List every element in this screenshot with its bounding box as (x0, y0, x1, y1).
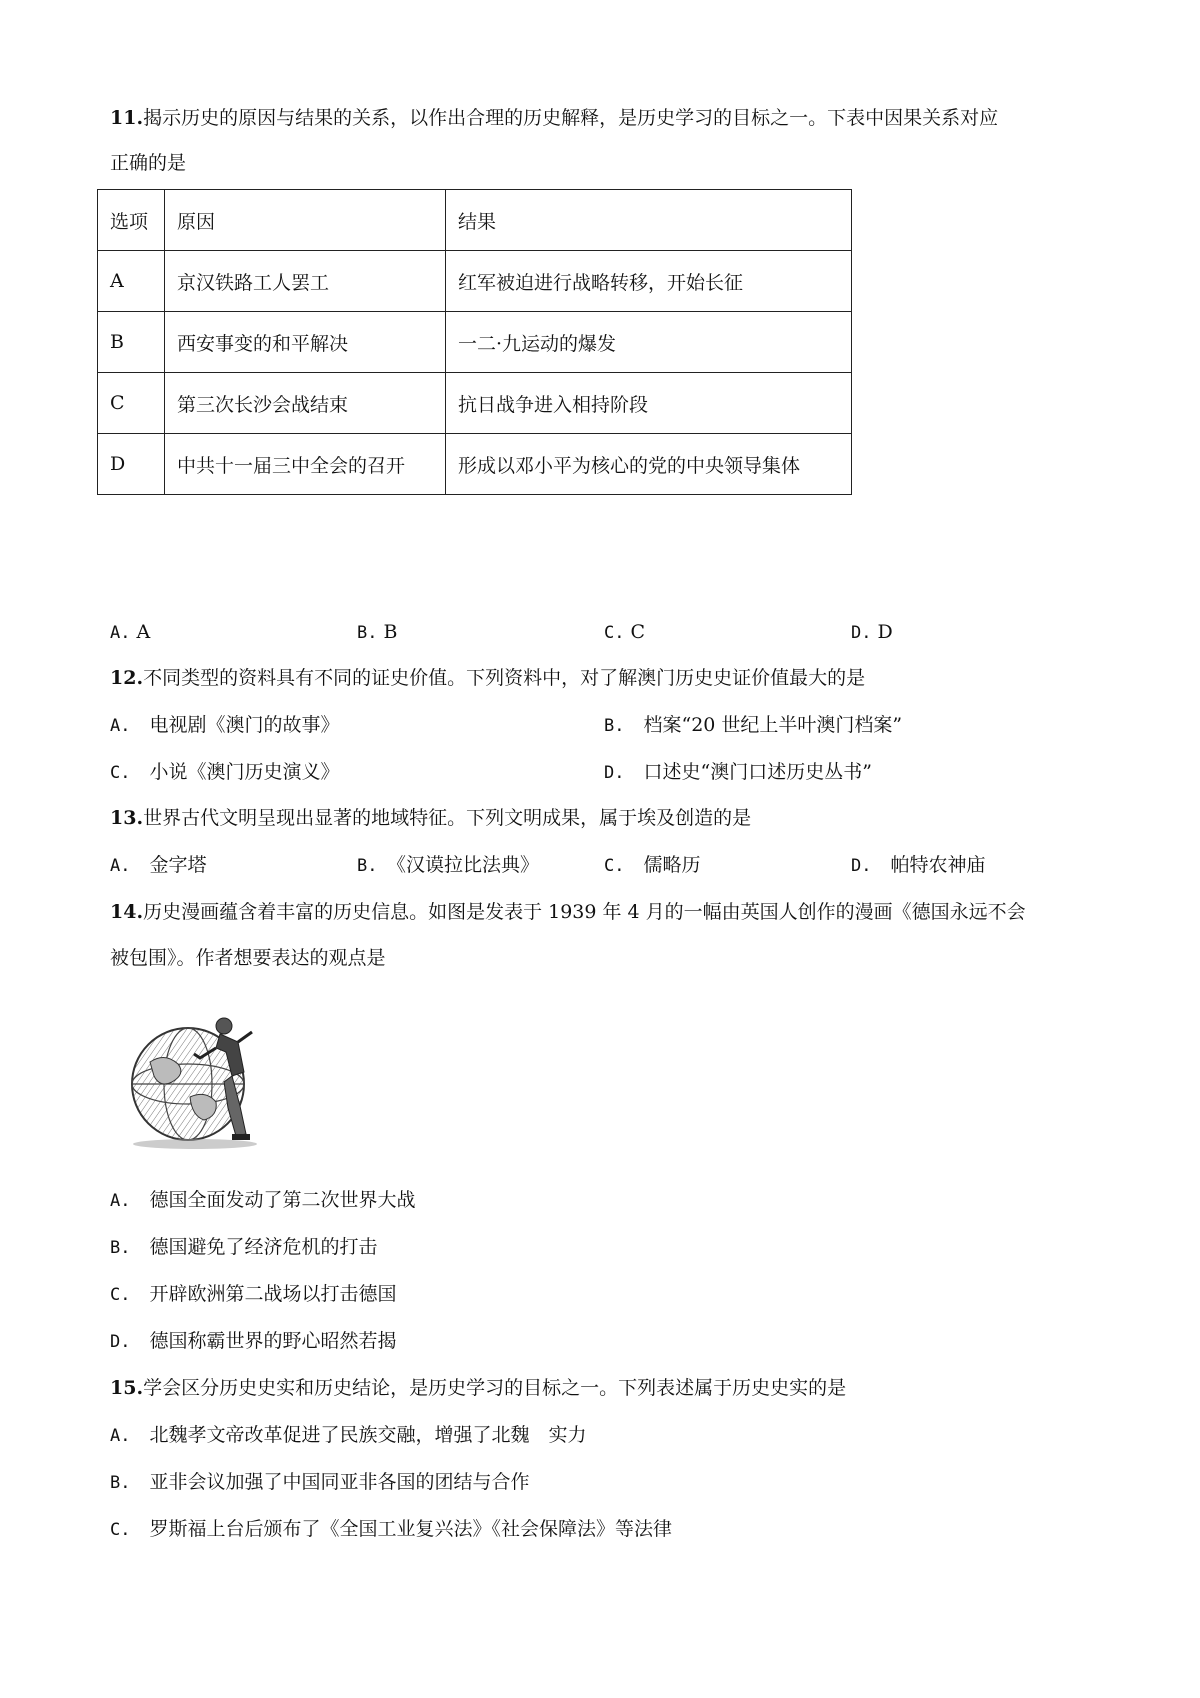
header-result: 结果 (446, 190, 852, 251)
option-text: 《汉谟拉比法典》 (396, 854, 540, 876)
q11-number: 11. (110, 107, 144, 129)
option-text: 德国避免了经济危机的打击 (149, 1236, 378, 1258)
q11-option-d[interactable] (851, 618, 893, 647)
option-letter: B. (357, 856, 378, 876)
option-letter: C. (110, 1285, 131, 1305)
q14-number: 14. (110, 901, 144, 923)
q12-stem (110, 664, 865, 692)
table-cell-cause: 京汉铁路工人罢工 (165, 251, 446, 312)
q14-stem-text: 历史漫画蕴含着丰富的历史信息。如图是发表于 1939 年 4 月的一幅由英国人创作的漫画《德国永远不会 (143, 901, 1026, 923)
option-letter: B. (110, 1238, 131, 1258)
table-row (98, 312, 852, 373)
option-text: 开辟欧洲第二战场以打击德国 (149, 1283, 397, 1305)
option-letter: B. (110, 1473, 131, 1493)
table-row (98, 434, 852, 495)
q11-stem-text: 揭示历史的原因与结果的关系，以作出合理的历史解释，是历史学习的目标之一。下表中因果关系对应 (143, 107, 999, 129)
q11-stem-line1 (110, 104, 998, 132)
option-text: 儒略历 (643, 854, 701, 876)
q13-number: 13. (110, 807, 144, 829)
table-cell-result: 一二·九运动的爆发 (446, 312, 852, 373)
option-letter: C. (604, 856, 625, 876)
table-cell-cause: 第三次长沙会战结束 (165, 373, 446, 434)
header-cause: 原因 (165, 190, 446, 251)
q14-option-d[interactable] (110, 1327, 397, 1356)
option-letter: C. (110, 763, 131, 783)
q13-option-c[interactable] (604, 851, 701, 880)
q11-stem-line2: 正确的是 (110, 152, 187, 174)
table-cell-option: C (98, 373, 165, 434)
option-text: 北魏孝文帝改革促进了民族交融，增强了北魏 实力 (149, 1424, 587, 1446)
option-text: 德国称霸世界的野心昭然若揭 (149, 1330, 397, 1352)
q13-stem-text: 世界古代文明呈现出显著的地域特征。下列文明成果，属于埃及创造的是 (143, 807, 752, 829)
q15-stem (110, 1374, 846, 1402)
option-letter: A. (110, 856, 131, 876)
q14-option-b[interactable] (110, 1233, 378, 1262)
table-cell-cause: 中共十一届三中全会的召开 (165, 434, 446, 495)
option-text: 罗斯福上台后颁布了《全国工业复兴法》《社会保障法》等法律 (149, 1518, 673, 1540)
table-cell-result: 抗日战争进入相持阶段 (446, 373, 852, 434)
header-option: 选项 (98, 190, 165, 251)
option-text: 亚非会议加强了中国同亚非各国的团结与合作 (149, 1471, 530, 1493)
cartoon-germany-never-encircled (120, 1002, 280, 1152)
table-cell-option: A (98, 251, 165, 312)
option-letter: A. (110, 623, 131, 643)
q15-option-a[interactable] (110, 1421, 587, 1450)
q15-option-b[interactable] (110, 1468, 530, 1497)
q13-option-b[interactable] (357, 851, 539, 880)
option-letter: A. (110, 1426, 131, 1446)
q15-option-c[interactable] (110, 1515, 672, 1544)
table-cell-cause: 西安事变的和平解决 (165, 312, 446, 373)
q14-option-c[interactable] (110, 1280, 397, 1309)
option-letter: B. (604, 716, 625, 736)
q12-option-d[interactable] (604, 758, 872, 787)
option-letter: C. (604, 623, 625, 643)
q14-stem-line2: 被包围》。作者想要表达的观点是 (110, 947, 386, 969)
q12-option-b[interactable] (604, 711, 902, 740)
q12-stem-text: 不同类型的资料具有不同的证史价值。下列资料中，对了解澳门历史史证价值最大的是 (143, 667, 866, 689)
q15-number: 15. (110, 1377, 144, 1399)
option-text: 电视剧《澳门的故事》 (149, 714, 340, 736)
option-letter: A. (110, 716, 131, 736)
q11-option-c[interactable] (604, 618, 645, 647)
option-text: 小说《澳门历史演义》 (149, 761, 340, 783)
table-cell-result: 形成以邓小平为核心的党的中央领导集体 (446, 434, 852, 495)
option-text: A (136, 621, 151, 643)
q13-option-a[interactable] (110, 851, 207, 880)
q14-option-a[interactable] (110, 1186, 416, 1215)
q13-option-d[interactable] (851, 851, 986, 880)
option-text: B (383, 621, 398, 643)
q11-cause-effect-table (97, 189, 852, 495)
table-cell-result: 红军被迫进行战略转移，开始长征 (446, 251, 852, 312)
q12-option-c[interactable] (110, 758, 340, 787)
table-row (98, 251, 852, 312)
table-header-row (98, 190, 852, 251)
option-text: C (630, 621, 646, 643)
q12-number: 12. (110, 667, 144, 689)
q15-stem-text: 学会区分历史史实和历史结论，是历史学习的目标之一。下列表述属于历史史实的是 (143, 1377, 847, 1399)
option-letter: D. (110, 1332, 131, 1352)
q14-stem-line1 (110, 898, 1026, 926)
q12-option-a[interactable] (110, 711, 340, 740)
table-cell-option: B (98, 312, 165, 373)
option-text: 金字塔 (149, 854, 207, 876)
option-letter: D. (851, 856, 872, 876)
option-text: 档案“20 世纪上半叶澳门档案” (643, 714, 903, 736)
option-letter: C. (110, 1520, 131, 1540)
option-text: D (877, 621, 893, 643)
q11-option-b[interactable] (357, 618, 398, 647)
option-text: 帕特农神庙 (890, 854, 986, 876)
option-letter: D. (604, 763, 625, 783)
option-text: 德国全面发动了第二次世界大战 (149, 1189, 416, 1211)
option-letter: D. (851, 623, 872, 643)
option-letter: A. (110, 1191, 131, 1211)
option-text: 口述史“澳门口述历史丛书” (643, 761, 872, 783)
q13-stem (110, 804, 751, 832)
option-letter: B. (357, 623, 378, 643)
q11-option-a[interactable] (110, 618, 150, 647)
table-row (98, 373, 852, 434)
table-cell-option: D (98, 434, 165, 495)
